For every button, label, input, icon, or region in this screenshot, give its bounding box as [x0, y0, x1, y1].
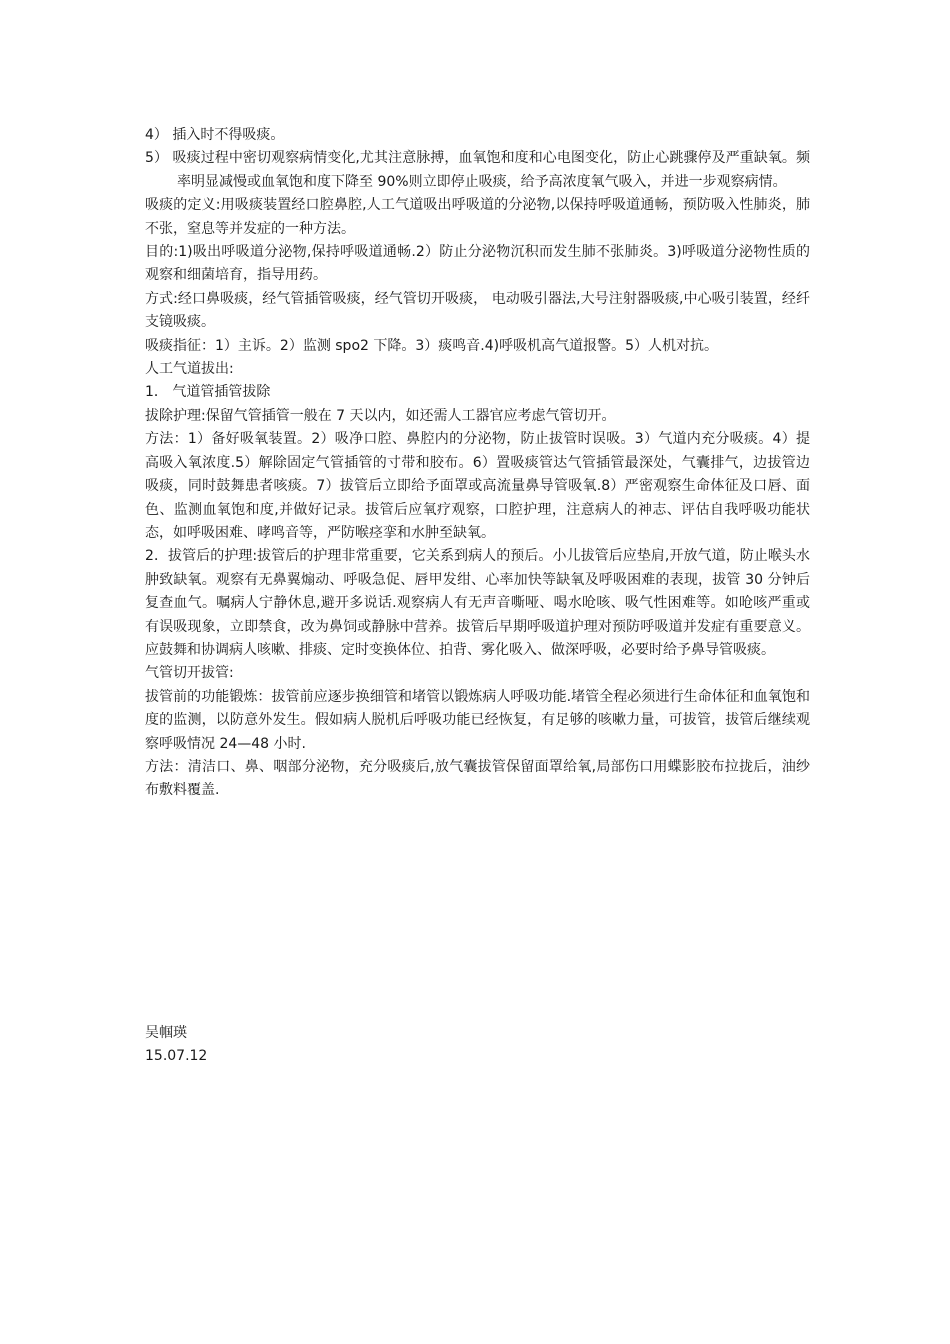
- section-heading-tracheotomy-removal: 气管切开拔管:: [145, 665, 234, 682]
- list-item-5: 5） 吸痰过程中密切观察病情变化,尤其注意脉搏，血氧饱和度和心电图变化，防止心跳骤停及严重缺氧。频率明显减慢或血氧饱和度下降至 90%则立即停止吸痰，给予高浓度氧气吸入，并进一步观察病情。: [145, 150, 810, 190]
- signature-date: 15.07.12: [145, 1048, 208, 1064]
- methods-paragraph: 方式:经口鼻吸痰，经气管插管吸痰，经气管切开吸痰， 电动吸引器法,大号注射器吸痰,中心吸引装置，经纤支镜吸痰。: [145, 290, 810, 331]
- tracheotomy-method-paragraph: 方法：清洁口、鼻、咽部分泌物，充分吸痰后,放气囊拔管保留面罩给氧,局部伤口用蝶影胶布拉拢后，油纱布敷料覆盖.: [145, 758, 810, 799]
- author-name: 吴帼瑛: [145, 1025, 187, 1041]
- indications-paragraph: 吸痰指征：1）主诉。2）监测 spo2 下降。3）痰鸣音.4)呼吸机高气道报警。5）人机对抗。: [145, 337, 718, 354]
- list-item-4: 4） 插入时不得吸痰。: [145, 127, 285, 143]
- pre-removal-training-paragraph: 拔管前的功能锻炼：拔管前应逐步换细管和堵管以锻炼病人呼吸功能.堵管全程必须进行生命体征和血氧饱和度的监测，以防意外发生。假如病人脱机后呼吸功能已经恢复，有足够的咳嗽力量，可拔管，拔管后继续观察呼吸情况 24—48 小时.: [145, 688, 810, 752]
- removal-care-paragraph: 拔除护理:保留气管插管一般在 7 天以内，如还需人工器官应考虑气管切开。: [145, 407, 616, 424]
- purpose-paragraph: 目的:1)吸出呼吸道分泌物,保持呼吸道通畅.2）防止分泌物沉积而发生肺不张肺炎。3)呼吸道分泌物性质的观察和细菌培育，指导用药。: [145, 244, 810, 284]
- definition-paragraph: 吸痰的定义:用吸痰装置经口腔鼻腔,人工气道吸出呼吸道的分泌物,以保持呼吸道通畅，预防吸入性肺炎，肺不张，窒息等并发症的一种方法。: [145, 197, 810, 237]
- subheading-intubation-removal: 1． 气道管插管拔除: [145, 384, 271, 401]
- signature-block: [145, 1022, 207, 1068]
- removal-method-paragraph: 方法：1）备好吸氧装置。2）吸净口腔、鼻腔内的分泌物，防止拔管时误吸。3）气道内充分吸痰。4）提高吸入氧浓度.5）解除固定气管插管的寸带和胶布。6）置吸痰管达气管插管最深处，气囊排气，边拔管边吸痰，同时鼓舞患者咳痰。7）拔管后立即给予面罩或高流量鼻导管吸氧.8）严密观察生命体征及口唇、面色、监测血氧饱和度,并做好记录。拔管后应氧疗观察，口腔护理，注意病人的神志、评估自我呼吸功能状态，如呼吸困难、哮鸣音等，严防喉痉挛和水肿至缺氧。: [145, 431, 810, 541]
- post-removal-care-paragraph: 2．拔管后的护理:拔管后的护理非常重要，它关系到病人的预后。小儿拔管后应垫肩,开放气道，防止喉头水肿致缺氧。观察有无鼻翼煽动、呼吸急促、唇甲发绀、心率加快等缺氧及呼吸困难的表现，拔管 30 分钟后复查血气。嘱病人宁静休息,避开多说话.观察病人有无声音嘶哑、喝水呛咳、吸气性困难等。如呛咳严重或有误吸现象，立即禁食，改为鼻饲或静脉中营养。拔管后早期呼吸道护理对预防呼吸道并发症有重要意义。应鼓舞和协调病人咳嗽、排痰、定时变换体位、拍背、雾化吸入、做深呼吸，必要时给予鼻导管吸痰。: [145, 548, 810, 658]
- section-heading-airway-removal: 人工气道拔出:: [145, 361, 234, 378]
- document-body: [145, 124, 810, 803]
